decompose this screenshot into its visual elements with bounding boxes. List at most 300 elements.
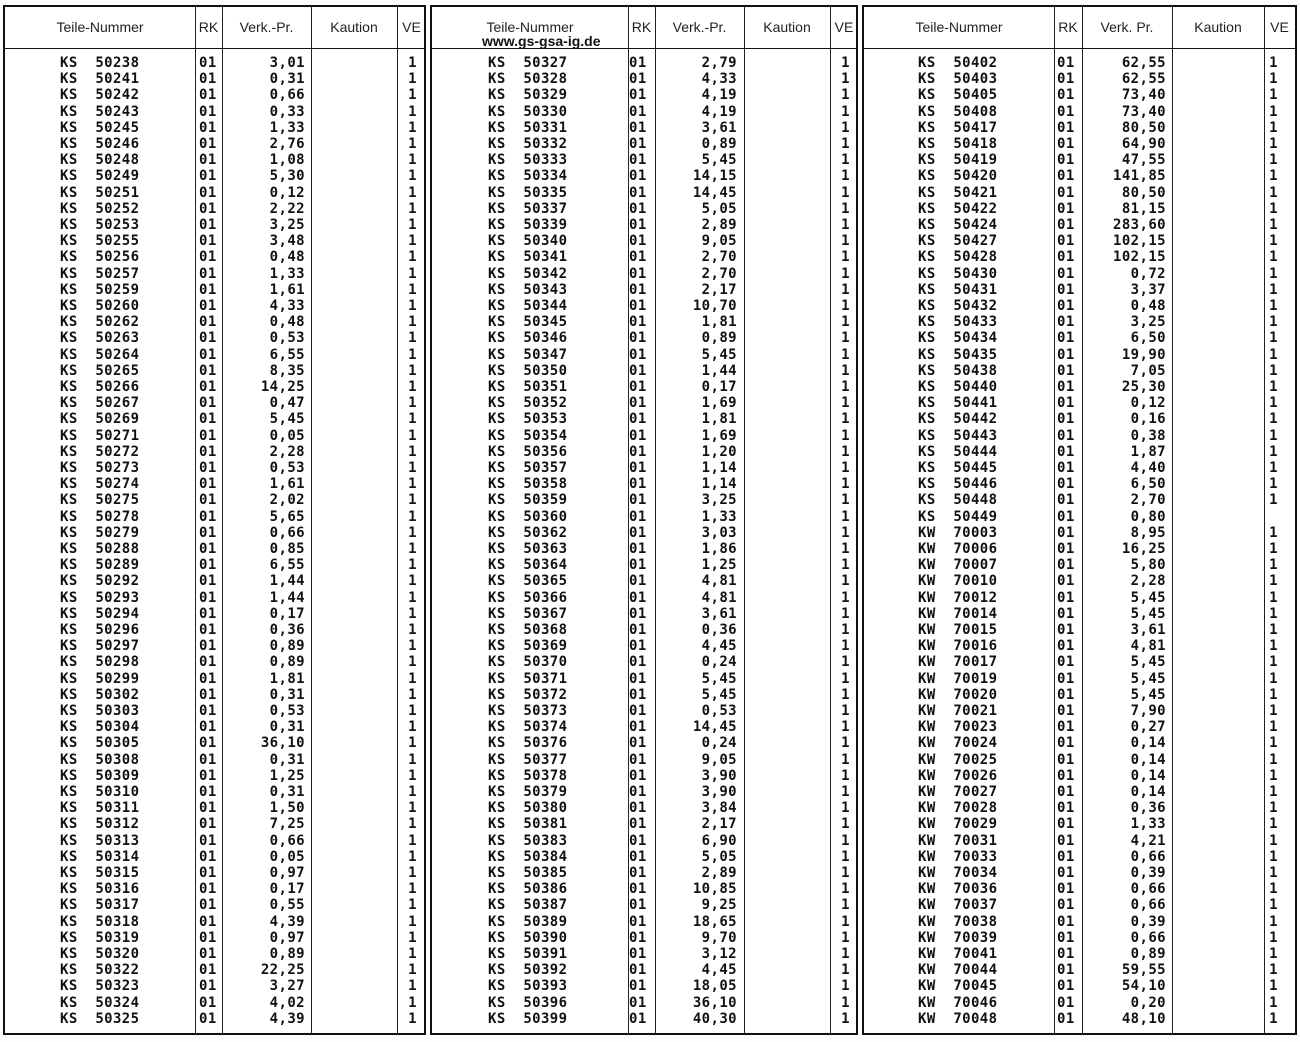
part-number-cell: KS 50273 [60,460,140,476]
price-cell: 1,33 [269,265,305,282]
rk-cell: 01 [199,460,217,476]
ve-cell: 1 [408,800,417,817]
part-number-cell: KS 50377 [488,751,568,768]
part-number-cell: KS 50422 [918,200,998,217]
price-cell: 5,30 [269,168,305,185]
part-number-cell: KS 50374 [488,719,568,736]
part-number-cell: KS 50435 [918,346,998,363]
price-cell: 0,53 [269,703,305,719]
table-row [864,914,1295,930]
part-number-cell: KS 50322 [60,962,140,979]
price-cell: 1,14 [701,476,737,493]
part-number-cell: KS 50350 [488,362,568,379]
rk-cell: 01 [1057,524,1075,541]
rk-cell: 01 [1057,881,1075,898]
rk-cell: 01 [199,913,217,930]
rk-cell: 01 [629,589,647,606]
price-cell: 16,25 [1121,541,1166,557]
table-row [864,492,1295,508]
rk-cell: 01 [629,492,647,509]
ve-cell: 1 [408,946,417,962]
part-number-cell: KW 70027 [918,784,998,800]
part-number-cell: KW 70037 [918,897,998,914]
ve-cell: 1 [1269,816,1278,833]
price-cell: 0,31 [269,751,305,768]
part-number-cell: KW 70006 [918,541,998,557]
part-number-cell: KW 70031 [918,832,998,849]
part-number-cell: KS 50371 [488,670,568,687]
table-row [864,735,1295,751]
ve-cell: 1 [841,767,850,784]
rk-cell: 01 [199,330,217,347]
price-cell: 5,05 [701,200,737,217]
price-cell: 4,21 [1130,832,1166,849]
price-cell: 2,17 [701,281,737,298]
part-number-cell: KW 70023 [918,719,998,736]
price-cell: 2,02 [269,492,305,509]
header-part-number: Teile-Nummer [915,19,1003,35]
ve-cell: 1 [1269,71,1278,88]
table-row [5,152,424,168]
rk-cell: 01 [1057,767,1075,784]
rk-cell: 01 [1057,816,1075,833]
table-row [5,136,424,152]
ve-cell: 1 [408,654,417,671]
price-cell: 5,45 [1130,589,1166,606]
table-row [864,849,1295,865]
ve-cell: 1 [1269,1010,1278,1027]
price-cell: 0,66 [269,87,305,104]
header-price: Verk.-Pr. [672,19,727,35]
ve-cell: 1 [841,848,850,865]
rk-cell: 01 [1057,832,1075,849]
price-cell: 47,55 [1121,152,1166,169]
table-row [432,87,856,103]
part-number-cell: KS 50324 [60,994,140,1011]
price-cell: 2,70 [701,249,737,266]
ve-cell: 1 [1269,865,1278,881]
ve-cell: 1 [1269,929,1278,946]
part-number-cell: KS 50384 [488,848,568,865]
price-cell: 2,22 [269,200,305,217]
table-row [432,816,856,832]
ve-cell: 1 [1269,881,1278,898]
table-row [432,930,856,946]
ve-cell: 1 [1269,524,1278,541]
table-row [432,557,856,573]
price-cell: 1,50 [269,800,305,817]
ve-cell: 1 [841,865,850,881]
ve-cell: 1 [1269,962,1278,979]
rk-cell: 01 [199,379,217,395]
part-number-cell: KS 50308 [60,751,140,768]
ve-cell: 1 [841,346,850,363]
price-cell: 4,39 [269,1010,305,1027]
table-row [432,363,856,379]
ve-cell: 1 [408,379,417,395]
rk-cell: 01 [629,913,647,930]
rk-cell: 01 [629,719,647,736]
table-row [432,71,856,87]
price-cell: 0,48 [269,314,305,331]
price-cell: 0,53 [269,460,305,476]
rk-cell: 01 [629,638,647,655]
price-cell: 0,05 [269,427,305,444]
ve-cell: 1 [408,881,417,898]
price-table-left [3,5,426,1035]
rk-cell: 01 [629,832,647,849]
price-cell: 62,55 [1121,55,1166,71]
rk-cell: 01 [199,184,217,201]
table-row [864,946,1295,962]
price-cell: 3,61 [701,119,737,136]
ve-cell: 1 [408,200,417,217]
part-number-cell: KS 50370 [488,654,568,671]
part-number-cell: KS 50337 [488,200,568,217]
rk-cell: 01 [629,557,647,574]
price-cell: 4,19 [701,87,737,104]
table-row [5,460,424,476]
rk-cell: 01 [199,476,217,493]
rk-cell: 01 [1057,281,1075,298]
rk-cell: 01 [199,362,217,379]
table-row [864,816,1295,832]
ve-cell: 1 [408,589,417,606]
ve-cell: 1 [841,654,850,671]
rk-cell: 01 [629,573,647,590]
price-cell: 54,10 [1121,978,1166,995]
rk-cell: 01 [199,136,217,152]
part-number-cell: KS 50441 [918,395,998,412]
ve-cell: 1 [1269,314,1278,331]
part-number-cell: KS 50446 [918,476,998,493]
part-number-cell: KS 50419 [918,152,998,169]
ve-cell: 1 [1269,638,1278,655]
ve-cell: 1 [841,929,850,946]
part-number-cell: KS 50442 [918,411,998,428]
ve-cell: 1 [1269,281,1278,298]
price-cell: 4,40 [1130,460,1166,476]
header-price: Verk.-Pr. [239,19,294,35]
part-number-cell: KW 70033 [918,848,998,865]
ve-cell: 1 [1269,87,1278,104]
part-number-cell: KS 50267 [60,395,140,412]
ve-cell: 1 [408,767,417,784]
part-number-cell: KS 50319 [60,929,140,946]
ve-cell: 1 [841,168,850,185]
price-cell: 14,45 [692,719,737,736]
rk-cell: 01 [1057,265,1075,282]
part-number-cell: KS 50333 [488,152,568,169]
rk-cell: 01 [629,87,647,104]
rk-cell: 01 [629,800,647,817]
ve-cell: 1 [1269,946,1278,962]
rk-cell: 01 [199,751,217,768]
rk-cell: 01 [1057,686,1075,703]
price-cell: 0,31 [269,784,305,800]
rk-cell: 01 [1057,557,1075,574]
rk-cell: 01 [1057,929,1075,946]
ve-cell: 1 [841,508,850,525]
ve-cell: 1 [1269,443,1278,460]
price-cell: 1,08 [269,152,305,169]
part-number-cell: KS 50257 [60,265,140,282]
ve-cell: 1 [841,233,850,250]
part-number-cell: KW 70029 [918,816,998,833]
ve-cell: 1 [408,184,417,201]
part-number-cell: KW 70020 [918,686,998,703]
ve-cell: 1 [1269,411,1278,428]
price-cell: 2,17 [701,816,737,833]
table-row [432,476,856,492]
ve-cell: 1 [1269,751,1278,768]
price-cell: 5,45 [1130,654,1166,671]
rk-cell: 01 [629,346,647,363]
part-number-cell: KS 50443 [918,427,998,444]
rk-cell: 01 [199,735,217,752]
part-number-cell: KW 70034 [918,865,998,881]
price-cell: 3,12 [701,946,737,962]
ve-cell: 1 [408,751,417,768]
rk-cell: 01 [199,946,217,962]
part-number-cell: KS 50389 [488,913,568,930]
rk-cell: 01 [199,638,217,655]
part-number-cell: KS 50311 [60,800,140,817]
part-number-cell: KS 50275 [60,492,140,509]
table-row [5,411,424,427]
table-row [5,509,424,525]
table-row [5,638,424,654]
ve-cell: 1 [1269,703,1278,719]
ve-cell: 1 [408,265,417,282]
table-row [5,573,424,589]
ve-cell: 1 [841,460,850,476]
table-row [864,622,1295,638]
price-table-right [862,5,1297,1035]
rk-cell: 01 [629,994,647,1011]
part-number-cell: KS 50310 [60,784,140,800]
table-row [432,330,856,346]
rk-cell: 01 [199,557,217,574]
price-cell: 0,66 [1130,881,1166,898]
price-cell: 0,17 [269,605,305,622]
table-row [5,525,424,541]
part-number-cell: KS 50373 [488,703,568,719]
table-row [432,622,856,638]
part-number-cell: KS 50265 [60,362,140,379]
price-cell: 0,89 [701,330,737,347]
part-number-cell: KS 50252 [60,200,140,217]
price-cell: 6,50 [1130,330,1166,347]
part-number-cell: KS 50424 [918,217,998,233]
rk-cell: 01 [199,605,217,622]
ve-cell: 1 [841,298,850,314]
price-cell: 14,15 [692,168,737,185]
rk-cell: 01 [1057,978,1075,995]
price-cell: 5,45 [1130,686,1166,703]
rk-cell: 01 [199,152,217,169]
header-rk: RK [631,19,652,35]
price-cell: 3,37 [1130,281,1166,298]
ve-cell: 1 [408,735,417,752]
price-cell: 8,95 [1130,524,1166,541]
ve-cell: 1 [408,605,417,622]
price-cell: 5,45 [701,686,737,703]
price-cell: 0,31 [269,686,305,703]
ve-cell: 1 [408,427,417,444]
table-row [5,784,424,800]
table-row [5,298,424,314]
part-number-cell: KS 50393 [488,978,568,995]
ve-cell: 1 [841,476,850,493]
ve-cell: 1 [408,929,417,946]
header-part-number: Teile-Nummer [56,19,144,35]
rk-cell: 01 [629,55,647,71]
ve-cell: 1 [841,735,850,752]
table-row [432,800,856,816]
table-header [432,7,856,49]
rk-cell: 01 [199,589,217,606]
part-number-cell: KS 50386 [488,881,568,898]
table-row [864,460,1295,476]
price-cell: 9,05 [701,751,737,768]
price-cell: 59,55 [1121,962,1166,979]
price-cell: 0,36 [701,622,737,638]
table-row [864,865,1295,881]
ve-cell: 1 [841,1010,850,1027]
price-cell: 62,55 [1121,71,1166,88]
table-row [432,120,856,136]
table-row [432,914,856,930]
table-row [432,833,856,849]
part-number-cell: KS 50358 [488,476,568,493]
rk-cell: 01 [629,622,647,638]
part-number-cell: KS 50253 [60,217,140,233]
rk-cell: 01 [629,103,647,120]
rk-cell: 01 [199,168,217,185]
price-cell: 0,89 [269,638,305,655]
part-number-cell: KS 50405 [918,87,998,104]
rk-cell: 01 [199,994,217,1011]
ve-cell: 1 [841,541,850,557]
ve-cell: 1 [1269,265,1278,282]
table-row [864,395,1295,411]
price-cell: 80,50 [1121,119,1166,136]
price-cell: 40,30 [692,1010,737,1027]
rk-cell: 01 [199,832,217,849]
ve-cell: 1 [408,622,417,638]
rk-cell: 01 [1057,103,1075,120]
part-number-cell: KS 50356 [488,443,568,460]
rk-cell: 01 [629,168,647,185]
part-number-cell: KS 50304 [60,719,140,736]
part-number-cell: KS 50369 [488,638,568,655]
part-number-cell: KS 50323 [60,978,140,995]
table-row [5,816,424,832]
ve-cell: 1 [1269,136,1278,152]
rk-cell: 01 [1057,605,1075,622]
ve-cell: 1 [408,848,417,865]
part-number-cell: KS 50266 [60,379,140,395]
price-cell: 1,20 [701,443,737,460]
part-number-cell: KS 50448 [918,492,998,509]
ve-cell: 1 [408,314,417,331]
part-number-cell: KS 50271 [60,427,140,444]
table-row [864,379,1295,395]
part-number-cell: KS 50360 [488,508,568,525]
price-cell: 0,72 [1130,265,1166,282]
ve-cell: 1 [1269,233,1278,250]
table-row [864,152,1295,168]
ve-cell: 1 [1269,168,1278,185]
ve-cell: 1 [408,492,417,509]
rk-cell: 01 [199,281,217,298]
rk-cell: 01 [1057,541,1075,557]
table-row [5,557,424,573]
table-row [864,719,1295,735]
price-cell: 1,81 [701,314,737,331]
ve-cell: 1 [841,71,850,88]
ve-cell: 1 [841,200,850,217]
price-cell: 4,02 [269,994,305,1011]
ve-cell: 1 [841,686,850,703]
price-cell: 7,90 [1130,703,1166,719]
ve-cell: 1 [841,719,850,736]
table-row [5,978,424,994]
rk-cell: 01 [199,881,217,898]
table-row [5,930,424,946]
price-cell: 4,81 [701,573,737,590]
price-cell: 7,25 [269,816,305,833]
ve-cell: 1 [1269,476,1278,493]
price-cell: 0,24 [701,654,737,671]
rk-cell: 01 [1057,670,1075,687]
rk-cell: 01 [199,703,217,719]
price-cell: 0,66 [1130,848,1166,865]
ve-cell: 1 [408,152,417,169]
rk-cell: 01 [1057,233,1075,250]
ve-cell: 1 [841,395,850,412]
header-ve: VE [834,19,854,35]
price-cell: 3,90 [701,784,737,800]
ve-cell: 1 [408,55,417,71]
part-number-cell: KS 50351 [488,379,568,395]
price-cell: 0,14 [1130,735,1166,752]
part-number-cell: KS 50418 [918,136,998,152]
table-row [432,395,856,411]
table-row [432,379,856,395]
rk-cell: 01 [629,411,647,428]
part-number-cell: KS 50260 [60,298,140,314]
part-number-cell: KS 50399 [488,1010,568,1027]
table-row [5,314,424,330]
part-number-cell: KS 50345 [488,314,568,331]
part-number-cell: KW 70024 [918,735,998,752]
part-number-cell: KS 50288 [60,541,140,557]
table-row [432,881,856,897]
ve-cell: 1 [841,524,850,541]
part-number-cell: KS 50430 [918,265,998,282]
price-cell: 0,80 [1130,508,1166,525]
table-row [432,654,856,670]
table-row [5,249,424,265]
table-row [864,573,1295,589]
rk-cell: 01 [1057,362,1075,379]
table-row [5,849,424,865]
table-row [432,752,856,768]
ve-cell: 1 [841,557,850,574]
rk-cell: 01 [1057,751,1075,768]
